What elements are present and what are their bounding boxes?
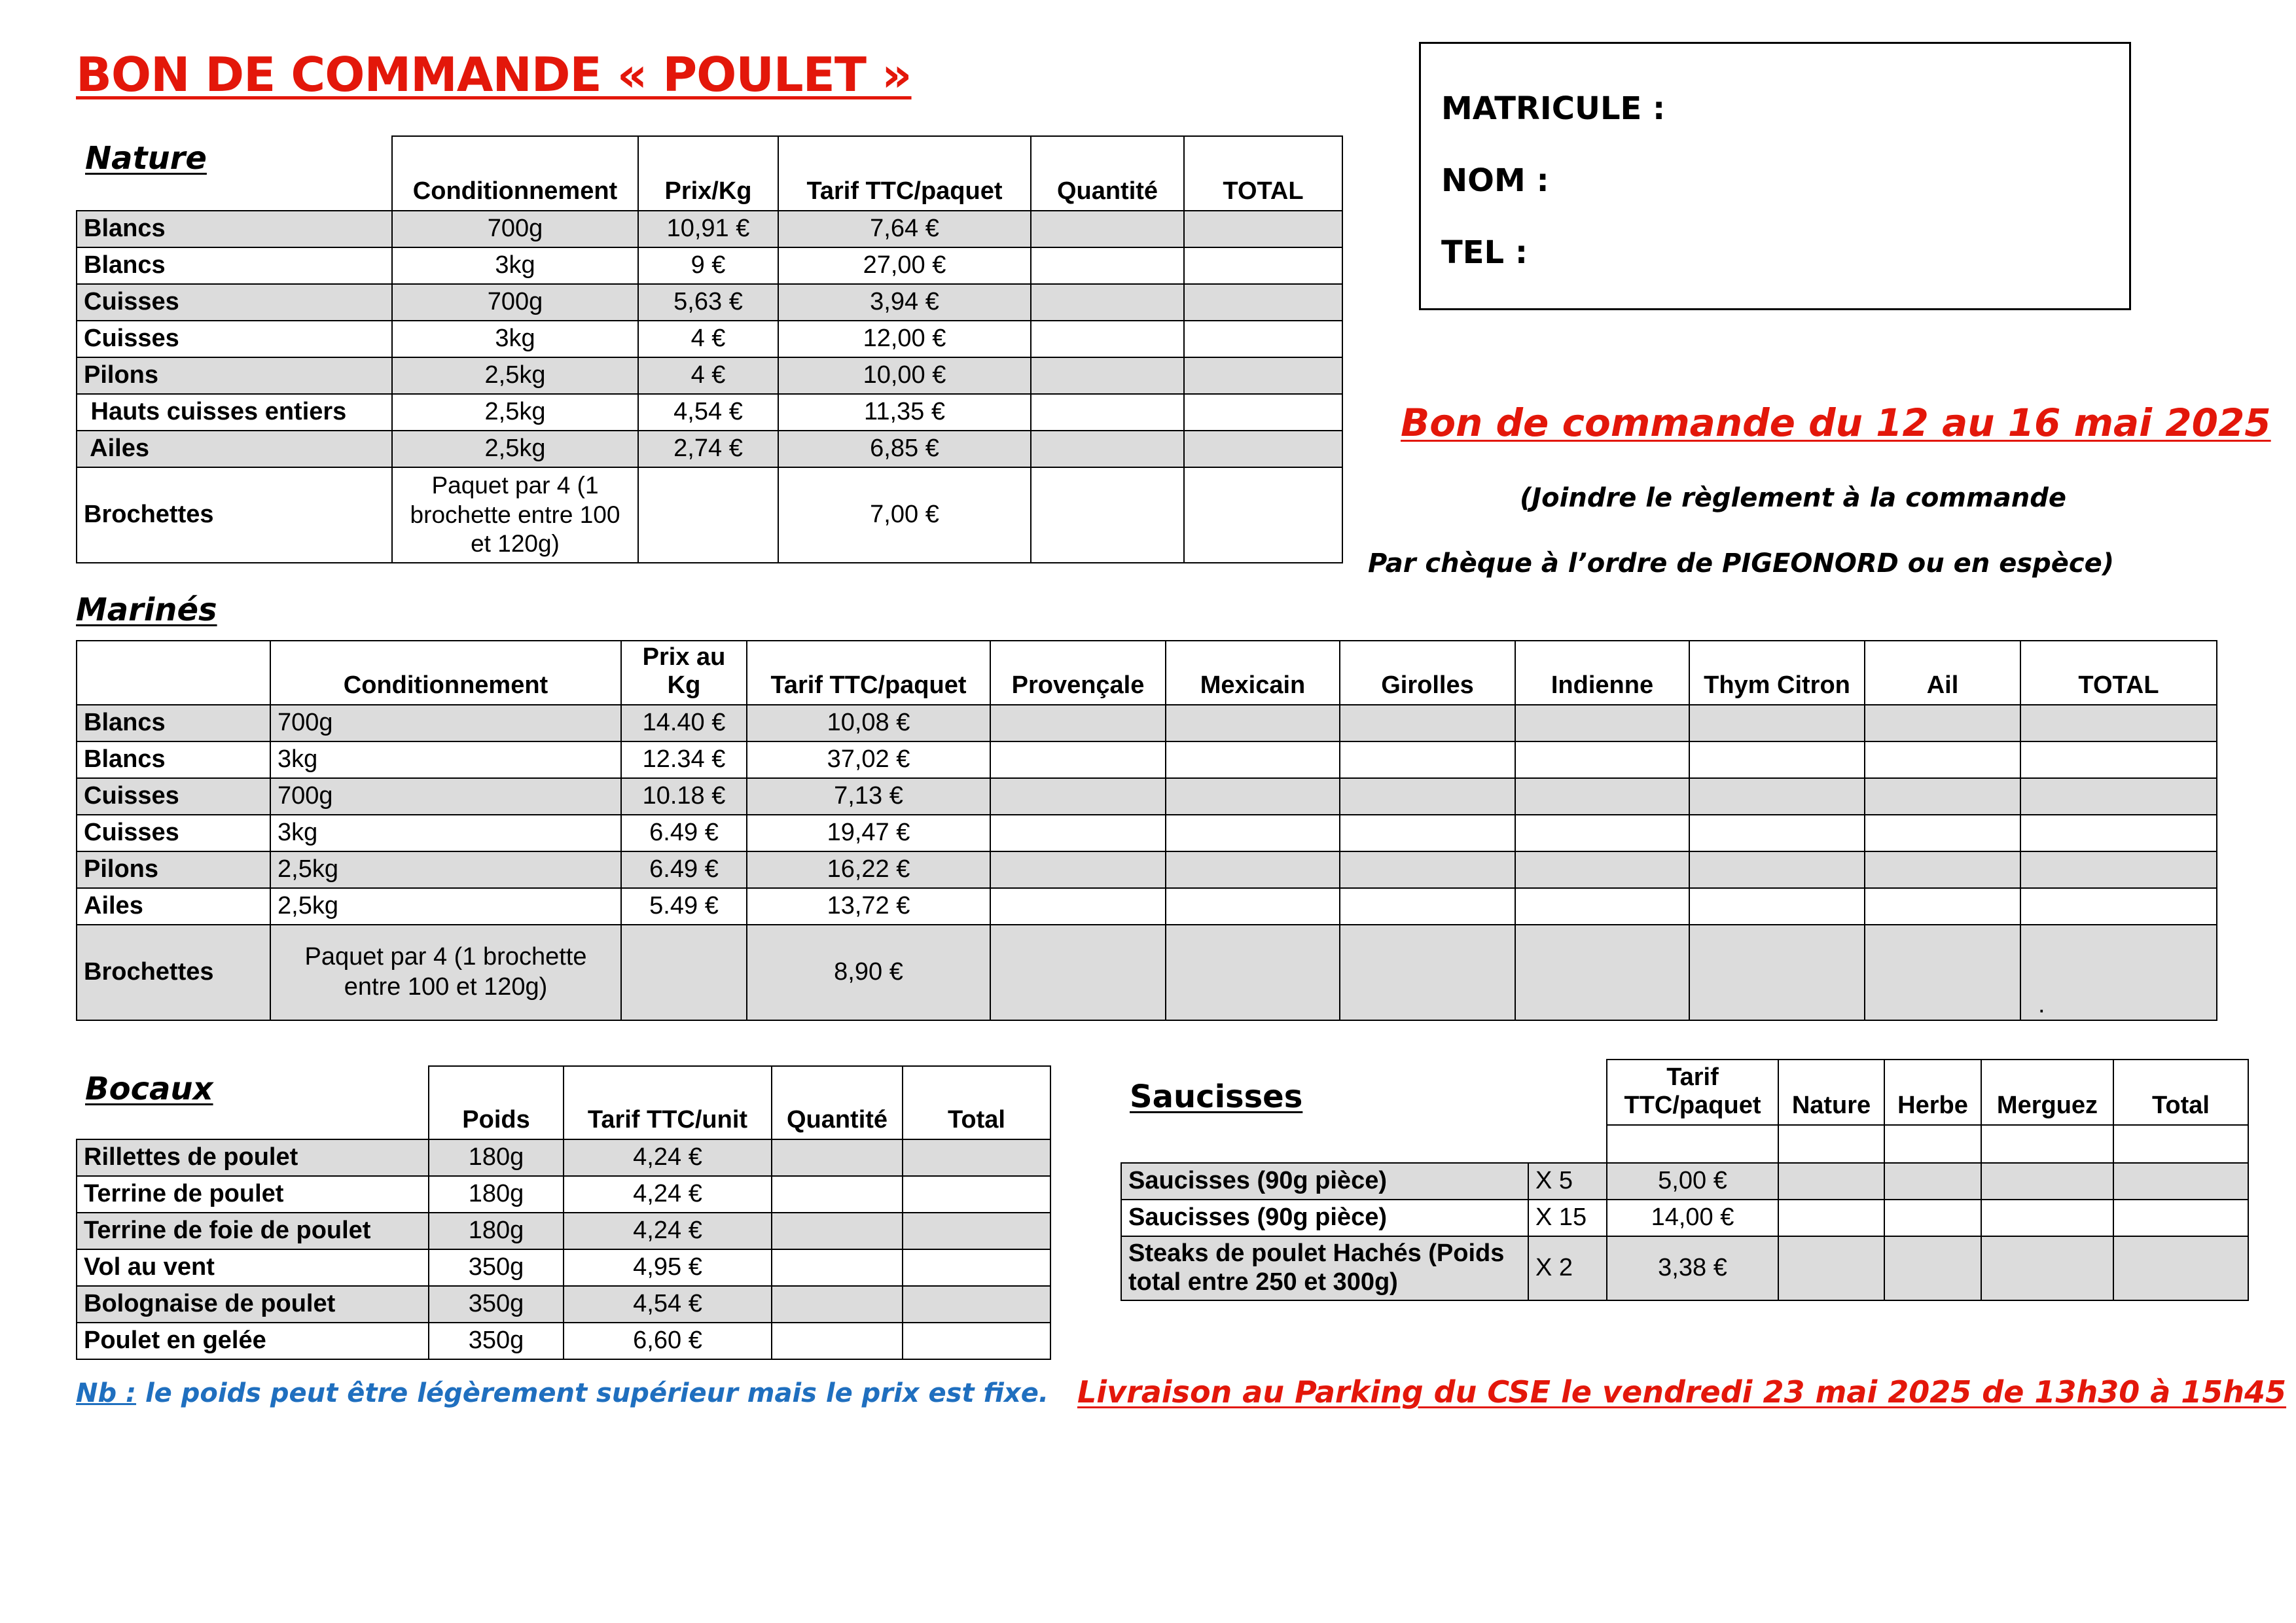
table-row bbox=[77, 705, 2217, 741]
saucisses-header: Tarif TTC/paquet bbox=[1607, 1060, 1778, 1125]
bocaux-header: Total bbox=[903, 1066, 1050, 1139]
table-row bbox=[77, 357, 1342, 394]
product-name: Ailes bbox=[77, 888, 270, 925]
table-row bbox=[77, 815, 2217, 851]
nom-label: NOM : bbox=[1441, 162, 1549, 199]
product-name: Blancs bbox=[77, 741, 270, 778]
nature-table bbox=[76, 135, 1343, 563]
nature-cell[interactable] bbox=[1778, 1163, 1884, 1200]
product-name: Cuisses bbox=[77, 778, 270, 815]
indienne-cell[interactable] bbox=[1515, 888, 1689, 925]
pack-size: 700g bbox=[270, 705, 621, 741]
total-cell[interactable] bbox=[903, 1176, 1050, 1213]
quantity-cell[interactable] bbox=[772, 1286, 903, 1323]
price-per-pack: 10,00 € bbox=[778, 357, 1031, 394]
mexicain-cell[interactable] bbox=[1166, 888, 1340, 925]
price-per-kg: 14.40 € bbox=[621, 705, 747, 741]
nature-header: Tarif TTC/paquet bbox=[778, 136, 1031, 211]
total-cell[interactable] bbox=[903, 1139, 1050, 1176]
thym-citron-cell[interactable] bbox=[1689, 778, 1865, 815]
total-cell[interactable] bbox=[1184, 431, 1342, 467]
pack-count: X 2 bbox=[1528, 1236, 1607, 1300]
product-name: Ailes bbox=[77, 431, 392, 467]
table-row bbox=[77, 431, 1342, 467]
herbe-cell[interactable] bbox=[1884, 1163, 1981, 1200]
girolles-cell[interactable] bbox=[1340, 925, 1515, 1020]
price-per-pack: 8,90 € bbox=[747, 925, 990, 1020]
quantity-cell[interactable] bbox=[1031, 431, 1184, 467]
price-per-unit: 4,24 € bbox=[564, 1139, 772, 1176]
total-cell[interactable] bbox=[2020, 815, 2217, 851]
price-per-pack: 5,00 € bbox=[1607, 1163, 1778, 1200]
table-row bbox=[77, 1286, 1050, 1323]
indienne-cell[interactable] bbox=[1515, 705, 1689, 741]
bocaux-header: Quantité bbox=[772, 1066, 903, 1139]
merguez-cell[interactable] bbox=[1981, 1163, 2113, 1200]
price-per-pack: 16,22 € bbox=[747, 851, 990, 888]
pack-size: 3kg bbox=[270, 741, 621, 778]
product-name: Steaks de poulet Hachés (Poids total entre 250 et 300g) bbox=[1121, 1236, 1528, 1300]
girolles-cell[interactable] bbox=[1340, 778, 1515, 815]
price-per-pack: 3,38 € bbox=[1607, 1236, 1778, 1300]
product-name: Terrine de foie de poulet bbox=[77, 1213, 429, 1249]
thym-citron-cell[interactable] bbox=[1689, 925, 1865, 1020]
marines-heading: Marinés bbox=[76, 592, 217, 628]
table-row bbox=[77, 741, 2217, 778]
mexicain-cell[interactable] bbox=[1166, 815, 1340, 851]
weight: 180g bbox=[429, 1176, 564, 1213]
nature-header: Conditionnement bbox=[392, 136, 638, 211]
mexicain-cell[interactable] bbox=[1166, 778, 1340, 815]
saucisses-table bbox=[1121, 1059, 2249, 1301]
table-row bbox=[77, 211, 1342, 247]
quantity-cell[interactable] bbox=[1031, 247, 1184, 284]
price-per-pack: 14,00 € bbox=[1607, 1200, 1778, 1236]
marines-header: Conditionnement bbox=[270, 641, 621, 705]
table-row bbox=[77, 851, 2217, 888]
price-per-kg: 4 € bbox=[638, 357, 778, 394]
total-cell[interactable] bbox=[903, 1286, 1050, 1323]
product-name: Rillettes de poulet bbox=[77, 1139, 429, 1176]
product-name: Brochettes bbox=[77, 467, 392, 563]
ail-cell[interactable] bbox=[1865, 851, 2020, 888]
product-name: Blancs bbox=[77, 247, 392, 284]
merguez-cell[interactable] bbox=[1981, 1200, 2113, 1236]
provencale-cell[interactable] bbox=[990, 705, 1166, 741]
girolles-cell[interactable] bbox=[1340, 888, 1515, 925]
price-per-kg bbox=[638, 467, 778, 563]
total-cell[interactable] bbox=[2113, 1200, 2248, 1236]
bocaux-header: Poids bbox=[429, 1066, 564, 1139]
pack-size: 700g bbox=[392, 284, 638, 321]
merguez-cell[interactable] bbox=[1981, 1236, 2113, 1300]
nature-cell[interactable] bbox=[1778, 1200, 1884, 1236]
pack-size: Paquet par 4 (1 brochette entre 100 et 120g) bbox=[270, 925, 621, 1020]
total-cell[interactable] bbox=[1184, 284, 1342, 321]
table-row bbox=[77, 1213, 1050, 1249]
total-cell[interactable] bbox=[1184, 394, 1342, 431]
mexicain-cell[interactable] bbox=[1166, 851, 1340, 888]
pack-size: 2,5kg bbox=[392, 357, 638, 394]
quantity-cell[interactable] bbox=[1031, 394, 1184, 431]
thym-citron-cell[interactable] bbox=[1689, 888, 1865, 925]
marines-table bbox=[76, 640, 2217, 1021]
weight: 350g bbox=[429, 1249, 564, 1286]
table-row bbox=[77, 1139, 1050, 1176]
quantity-cell[interactable] bbox=[772, 1323, 903, 1359]
product-name: Saucisses (90g pièce) bbox=[1121, 1200, 1528, 1236]
total-cell[interactable] bbox=[2020, 851, 2217, 888]
girolles-cell[interactable] bbox=[1340, 815, 1515, 851]
quantity-cell[interactable] bbox=[1031, 284, 1184, 321]
marines-header: Provençale bbox=[990, 641, 1166, 705]
pack-size: Paquet par 4 (1 brochette entre 100 et 120g) bbox=[392, 467, 638, 563]
quantity-cell[interactable] bbox=[1031, 211, 1184, 247]
pack-size: 700g bbox=[270, 778, 621, 815]
quantity-cell[interactable] bbox=[1031, 357, 1184, 394]
thym-citron-cell[interactable] bbox=[1689, 705, 1865, 741]
weight-note-prefix: Nb : bbox=[76, 1378, 137, 1408]
product-name: Pilons bbox=[77, 357, 392, 394]
product-name: Pilons bbox=[77, 851, 270, 888]
product-name: Brochettes bbox=[77, 925, 270, 1020]
pack-size: 2,5kg bbox=[270, 888, 621, 925]
quantity-cell[interactable] bbox=[1031, 467, 1184, 563]
total-cell[interactable] bbox=[903, 1213, 1050, 1249]
product-name: Vol au vent bbox=[77, 1249, 429, 1286]
weight: 350g bbox=[429, 1323, 564, 1359]
quantity-cell[interactable] bbox=[772, 1139, 903, 1176]
table-row bbox=[1121, 1200, 2248, 1236]
nature-cell[interactable] bbox=[1778, 1236, 1884, 1300]
price-per-kg: 10.18 € bbox=[621, 778, 747, 815]
pack-size: 2,5kg bbox=[392, 431, 638, 467]
indienne-cell[interactable] bbox=[1515, 815, 1689, 851]
table-row bbox=[77, 394, 1342, 431]
quantity-cell[interactable] bbox=[772, 1249, 903, 1286]
nature-heading: Nature bbox=[85, 140, 207, 177]
matricule-label: MATRICULE : bbox=[1441, 90, 1666, 127]
pack-size: 3kg bbox=[392, 247, 638, 284]
product-name: Cuisses bbox=[77, 815, 270, 851]
price-per-kg: 6.49 € bbox=[621, 851, 747, 888]
table-row bbox=[77, 778, 2217, 815]
product-name: Terrine de poulet bbox=[77, 1176, 429, 1213]
payment-note-1: (Joindre le règlement à la commande bbox=[1520, 483, 2066, 513]
price-per-kg: 4,54 € bbox=[638, 394, 778, 431]
pack-size: 2,5kg bbox=[392, 394, 638, 431]
indienne-cell[interactable] bbox=[1515, 851, 1689, 888]
pack-count: X 15 bbox=[1528, 1200, 1607, 1236]
table-row bbox=[77, 925, 2217, 1020]
table-row bbox=[1121, 1236, 2248, 1300]
thym-citron-cell[interactable] bbox=[1689, 851, 1865, 888]
price-per-kg: 4 € bbox=[638, 321, 778, 357]
marines-header: Tarif TTC/paquet bbox=[747, 641, 990, 705]
price-per-pack: 12,00 € bbox=[778, 321, 1031, 357]
table-row bbox=[77, 1249, 1050, 1286]
total-cell[interactable] bbox=[2113, 1163, 2248, 1200]
price-per-kg: 5.49 € bbox=[621, 888, 747, 925]
provencale-cell[interactable] bbox=[990, 888, 1166, 925]
price-per-pack: 37,02 € bbox=[747, 741, 990, 778]
total-cell[interactable] bbox=[2020, 888, 2217, 925]
total-cell[interactable] bbox=[903, 1323, 1050, 1359]
total-cell[interactable]: . bbox=[2020, 925, 2217, 1020]
saucisses-header: Herbe bbox=[1884, 1060, 1981, 1125]
girolles-cell[interactable] bbox=[1340, 705, 1515, 741]
nature-header: TOTAL bbox=[1184, 136, 1342, 211]
price-per-pack: 6,85 € bbox=[778, 431, 1031, 467]
product-name: Blancs bbox=[77, 705, 270, 741]
saucisses-header: Total bbox=[2113, 1060, 2248, 1125]
mexicain-cell[interactable] bbox=[1166, 741, 1340, 778]
table-row bbox=[77, 1176, 1050, 1213]
page-title: BON DE COMMANDE « POULET » bbox=[76, 47, 912, 102]
table-row bbox=[77, 284, 1342, 321]
marines-header: Thym Citron bbox=[1689, 641, 1865, 705]
provencale-cell[interactable] bbox=[990, 851, 1166, 888]
total-cell[interactable] bbox=[2113, 1236, 2248, 1300]
price-per-unit: 4,95 € bbox=[564, 1249, 772, 1286]
saucisses-heading: Saucisses bbox=[1130, 1079, 1303, 1115]
weight-note bbox=[76, 1378, 1049, 1408]
indienne-cell[interactable] bbox=[1515, 925, 1689, 1020]
table-row bbox=[1121, 1163, 2248, 1200]
girolles-cell[interactable] bbox=[1340, 851, 1515, 888]
price-per-pack: 10,08 € bbox=[747, 705, 990, 741]
price-per-kg: 5,63 € bbox=[638, 284, 778, 321]
table-row bbox=[77, 467, 1342, 563]
price-per-unit: 6,60 € bbox=[564, 1323, 772, 1359]
marines-header: Indienne bbox=[1515, 641, 1689, 705]
total-cell[interactable] bbox=[2020, 705, 2217, 741]
price-per-kg: 12.34 € bbox=[621, 741, 747, 778]
total-cell[interactable] bbox=[1184, 247, 1342, 284]
marines-header: Ail bbox=[1865, 641, 2020, 705]
thym-citron-cell[interactable] bbox=[1689, 815, 1865, 851]
marines-header: Mexicain bbox=[1166, 641, 1340, 705]
ail-cell[interactable] bbox=[1865, 778, 2020, 815]
pack-count: X 5 bbox=[1528, 1163, 1607, 1200]
weight: 180g bbox=[429, 1139, 564, 1176]
provencale-cell[interactable] bbox=[990, 741, 1166, 778]
total-cell[interactable] bbox=[903, 1249, 1050, 1286]
nature-header: Prix/Kg bbox=[638, 136, 778, 211]
ail-cell[interactable] bbox=[1865, 925, 2020, 1020]
pack-size: 2,5kg bbox=[270, 851, 621, 888]
thym-citron-cell[interactable] bbox=[1689, 741, 1865, 778]
table-row bbox=[77, 1323, 1050, 1359]
provencale-cell[interactable] bbox=[990, 925, 1166, 1020]
ail-cell[interactable] bbox=[1865, 888, 2020, 925]
product-name: Saucisses (90g pièce) bbox=[1121, 1163, 1528, 1200]
saucisses-header: Merguez bbox=[1981, 1060, 2113, 1125]
quantity-cell[interactable] bbox=[772, 1176, 903, 1213]
quantity-cell[interactable] bbox=[1031, 321, 1184, 357]
price-per-pack: 7,13 € bbox=[747, 778, 990, 815]
price-per-unit: 4,54 € bbox=[564, 1286, 772, 1323]
product-name: Cuisses bbox=[77, 284, 392, 321]
price-per-kg: 2,74 € bbox=[638, 431, 778, 467]
pack-size: 3kg bbox=[270, 815, 621, 851]
total-cell[interactable] bbox=[1184, 321, 1342, 357]
total-cell[interactable] bbox=[1184, 467, 1342, 563]
marines-header: TOTAL bbox=[2020, 641, 2217, 705]
provencale-cell[interactable] bbox=[990, 778, 1166, 815]
delivery-note: Livraison au Parking du CSE le vendredi 23 mai 2025 de 13h30 à 15h45 bbox=[1077, 1374, 2287, 1410]
payment-note-2: Par chèque à l’ordre de PIGEONORD ou en espèce) bbox=[1368, 548, 2115, 579]
total-cell[interactable] bbox=[2020, 741, 2217, 778]
order-period: Bon de commande du 12 au 16 mai 2025 bbox=[1401, 401, 2271, 445]
provencale-cell[interactable] bbox=[990, 815, 1166, 851]
product-name: Cuisses bbox=[77, 321, 392, 357]
price-per-pack: 27,00 € bbox=[778, 247, 1031, 284]
price-per-pack: 11,35 € bbox=[778, 394, 1031, 431]
ail-cell[interactable] bbox=[1865, 741, 2020, 778]
bocaux-table bbox=[76, 1065, 1051, 1360]
price-per-kg bbox=[621, 925, 747, 1020]
table-row bbox=[77, 888, 2217, 925]
marines-header: Girolles bbox=[1340, 641, 1515, 705]
price-per-pack: 7,64 € bbox=[778, 211, 1031, 247]
product-name: Poulet en gelée bbox=[77, 1323, 429, 1359]
price-per-kg: 10,91 € bbox=[638, 211, 778, 247]
tel-label: TEL : bbox=[1441, 234, 1528, 271]
girolles-cell[interactable] bbox=[1340, 741, 1515, 778]
total-cell[interactable] bbox=[1184, 211, 1342, 247]
marines-header: Prix au Kg bbox=[621, 641, 747, 705]
weight: 180g bbox=[429, 1213, 564, 1249]
table-row bbox=[77, 321, 1342, 357]
saucisses-header: Nature bbox=[1778, 1060, 1884, 1125]
weight: 350g bbox=[429, 1286, 564, 1323]
price-per-pack: 7,00 € bbox=[778, 467, 1031, 563]
price-per-pack: 13,72 € bbox=[747, 888, 990, 925]
pack-size: 700g bbox=[392, 211, 638, 247]
bocaux-header: Tarif TTC/unit bbox=[564, 1066, 772, 1139]
product-name: Blancs bbox=[77, 211, 392, 247]
total-cell[interactable] bbox=[2020, 778, 2217, 815]
bocaux-heading: Bocaux bbox=[85, 1071, 213, 1107]
mexicain-cell[interactable] bbox=[1166, 705, 1340, 741]
mexicain-cell[interactable] bbox=[1166, 925, 1340, 1020]
table-row bbox=[77, 247, 1342, 284]
price-per-unit: 4,24 € bbox=[564, 1213, 772, 1249]
weight-note-text: le poids peut être légèrement supérieur mais le prix est fixe. bbox=[136, 1378, 1049, 1408]
price-per-pack: 3,94 € bbox=[778, 284, 1031, 321]
total-cell[interactable] bbox=[1184, 357, 1342, 394]
herbe-cell[interactable] bbox=[1884, 1236, 1981, 1300]
product-name: Hauts cuisses entiers bbox=[77, 394, 392, 431]
price-per-kg: 6.49 € bbox=[621, 815, 747, 851]
price-per-pack: 19,47 € bbox=[747, 815, 990, 851]
herbe-cell[interactable] bbox=[1884, 1200, 1981, 1236]
nature-header: Quantité bbox=[1031, 136, 1184, 211]
price-per-kg: 9 € bbox=[638, 247, 778, 284]
product-name: Bolognaise de poulet bbox=[77, 1286, 429, 1323]
quantity-cell[interactable] bbox=[772, 1213, 903, 1249]
indienne-cell[interactable] bbox=[1515, 741, 1689, 778]
ail-cell[interactable] bbox=[1865, 815, 2020, 851]
price-per-unit: 4,24 € bbox=[564, 1176, 772, 1213]
indienne-cell[interactable] bbox=[1515, 778, 1689, 815]
ail-cell[interactable] bbox=[1865, 705, 2020, 741]
pack-size: 3kg bbox=[392, 321, 638, 357]
